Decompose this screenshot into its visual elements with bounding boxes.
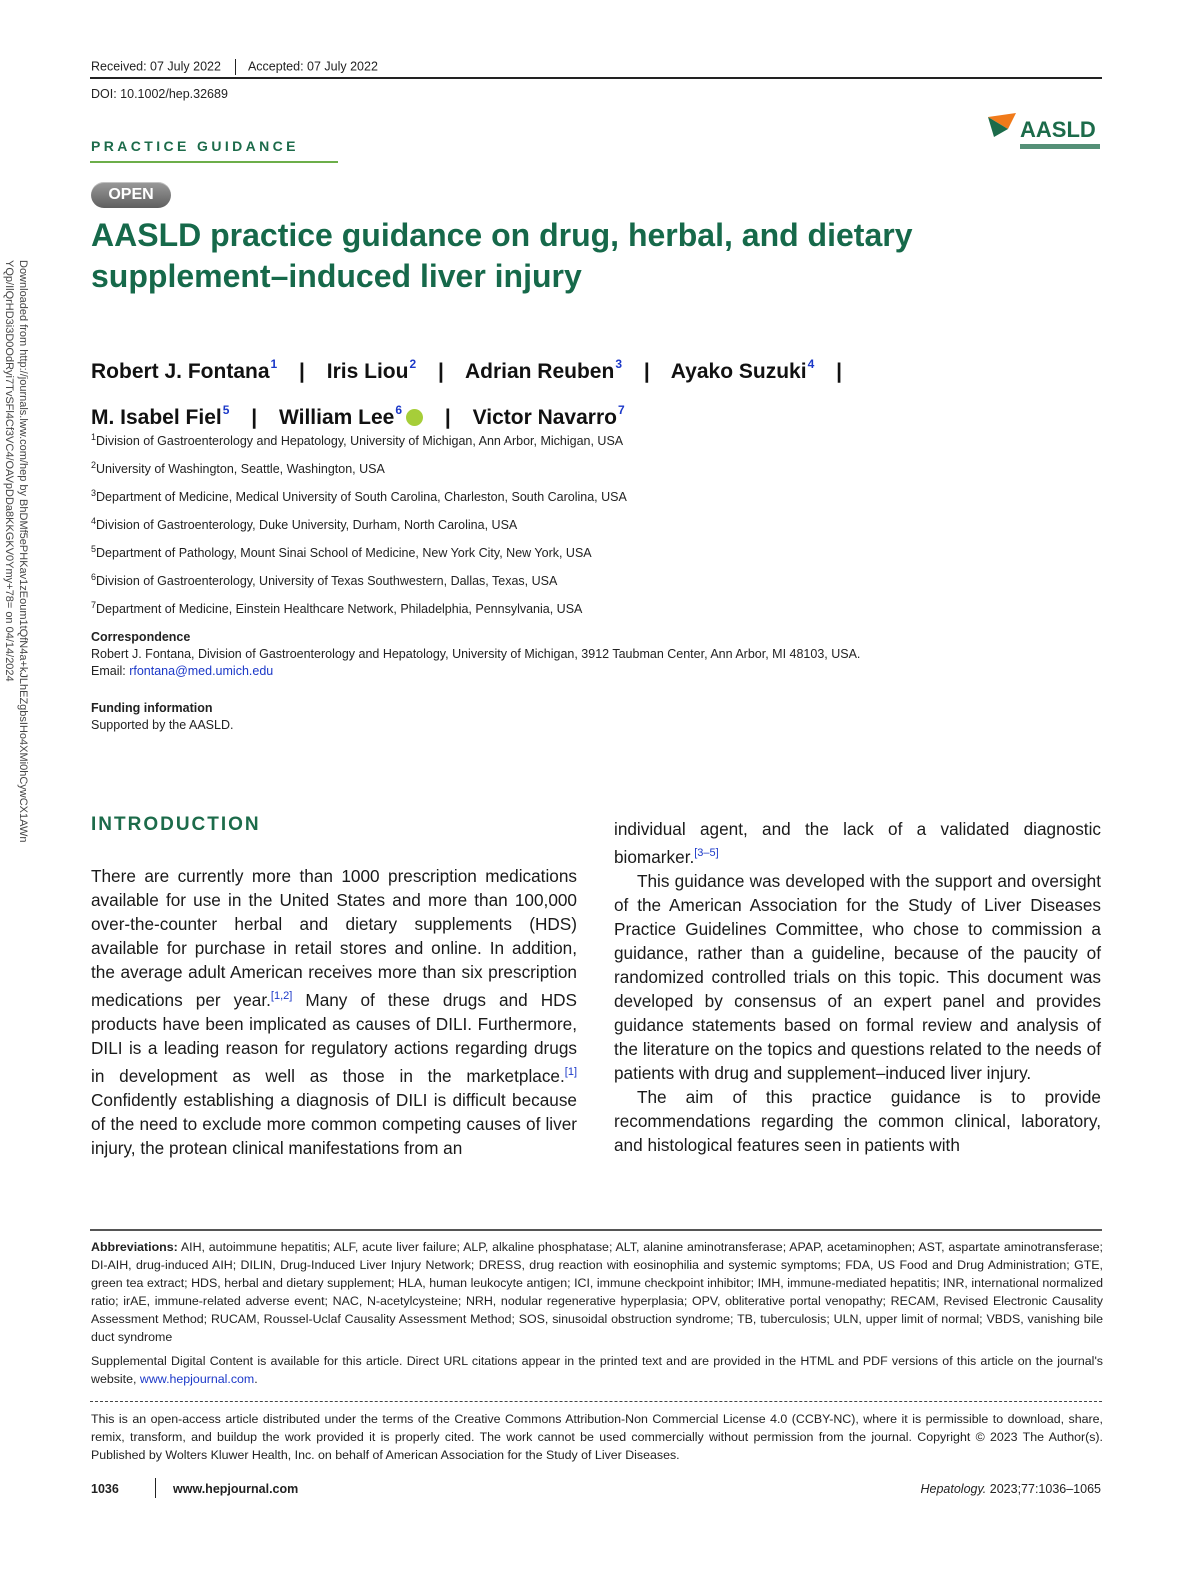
- citation-ref[interactable]: [1]: [564, 1066, 577, 1078]
- affiliation-text: Department of Pathology, Mount Sinai School of Medicine, New York City, New York, USA: [96, 546, 592, 560]
- affiliation: [91, 460, 1101, 476]
- header-rule: [90, 77, 1102, 79]
- journal-name: Hepatology.: [920, 1482, 987, 1496]
- section-label: PRACTICE GUIDANCE: [91, 138, 299, 154]
- correspondence: [91, 629, 1101, 680]
- footnote-rule: [90, 1229, 1102, 1231]
- author-affiliation-ref[interactable]: 5: [222, 403, 230, 417]
- article-title: AASLD practice guidance on drug, herbal, and dietary supplement–induced liver injury: [91, 217, 913, 294]
- doi[interactable]: DOI: 10.1002/hep.32689: [91, 87, 228, 101]
- affiliation-text: Division of Gastroenterology and Hepatology, University of Michigan, Ann Arbor, Michigan, USA: [96, 434, 624, 448]
- open-access-badge: OPEN: [91, 182, 171, 208]
- citation-details: 2023;77:1036–1065: [986, 1482, 1101, 1496]
- orcid-icon[interactable]: [406, 409, 423, 426]
- header-divider: [235, 59, 236, 75]
- funding-heading: Funding information: [91, 701, 213, 715]
- supplemental-text: Supplemental Digital Content is available for this article. Direct URL citations appear in the printed text and are provided in the HTML and PDF versions of this article on the journal's website,: [91, 1354, 1103, 1386]
- author-separator: |: [251, 406, 258, 429]
- abbreviations: [91, 1238, 1103, 1346]
- download-watermark: [3, 260, 50, 960]
- author-affiliation-ref[interactable]: 4: [807, 357, 815, 371]
- body-column-left: [91, 864, 577, 1160]
- section-underline: [90, 161, 338, 163]
- correspondence-email-line: [91, 663, 1101, 680]
- license-text: This is an open-access article distributed under the terms of the Creative Commons Attribution-Non Commercial License 4.0 (CCBY-NC), where it is permissible to download, share, remix, transform, and buildup the work provided it is properly cited. The work cannot be used commercially without permission from the journal. Copyright © 2023 The Author(s). Published by Wolters Kluwer Health, Inc. on behalf of American Association for the Study of Liver Diseases.: [91, 1412, 1103, 1462]
- affiliation: [91, 432, 1101, 448]
- download-watermark-line: Downloaded from http://journals.lww.com/hep by BhDMf5ePHKav1zEoum1tQfN4a+kJLhEZgbsIHo4XMi0hCywCX1AWn: [17, 260, 29, 843]
- affiliation-text: Department of Medicine, Medical University of South Carolina, Charleston, South Carolina, USA: [96, 490, 627, 504]
- author-affiliation-ref[interactable]: 3: [615, 357, 622, 371]
- affiliation-number: 5: [91, 544, 97, 554]
- affiliation-number: 2: [91, 460, 97, 470]
- author-name[interactable]: Iris Liou: [326, 360, 409, 383]
- affiliation-text: Division of Gastroenterology, Duke University, Durham, North Carolina, USA: [96, 518, 518, 532]
- affiliation-text: Department of Medicine, Einstein Healthcare Network, Philadelphia, Pennsylvania, USA: [96, 602, 583, 616]
- author-separator: |: [438, 360, 444, 383]
- affiliation-text: University of Washington, Seattle, Washington, USA: [96, 462, 385, 476]
- email-link[interactable]: rfontana@med.umich.edu: [129, 664, 274, 678]
- paragraph-text: Many of these drugs and HDS products have been implicated as causes of DILI. Furthermore, DILI is a leading reason for regulatory actions regarding drugs in development as well as those in the marketplace.: [91, 990, 577, 1086]
- paragraph-text: There are currently more than 1000 prescription medications available for use in the United States and more than 100,000 over-the-counter herbal and dietary supplements (HDS) available for purchase in retail stores and online. In addition, the average adult American receives more than six prescription medications per year.: [91, 866, 577, 1010]
- affiliation-number: 7: [91, 600, 97, 610]
- author-separator: |: [643, 360, 650, 383]
- author-line-2: [91, 391, 1101, 437]
- paragraph: This guidance was developed with the support and oversight of the American Association for the Study of Liver Diseases Practice Guidelines Committee, who chose to commission a guidance, rather than a guideline, because of the paucity of randomized controlled trials on this topic. This document was developed by consensus of an expert panel and provides guidance statements based on formal review and analysis of the literature on the topics and questions related to the needs of patients with drug and supplement–induced liver injury.: [614, 871, 1101, 1083]
- author-name[interactable]: M. Isabel Fiel: [91, 406, 222, 429]
- paragraph: The aim of this practice guidance is to provide recommendations regarding the common clinical, laboratory, and histological features seen in patients with: [614, 1087, 1101, 1155]
- author-list: [91, 345, 1101, 437]
- funding-information: [91, 700, 233, 734]
- affiliation-number: 1: [91, 432, 97, 442]
- affiliation-number: 3: [91, 488, 97, 498]
- footer-website-link[interactable]: www.hepjournal.com: [173, 1482, 299, 1496]
- received-date: Received: 07 July 2022: [91, 59, 221, 74]
- correspondence-address: Robert J. Fontana, Division of Gastroenterology and Hepatology, University of Michigan, 3912 Taubman Center, Ann Arbor, MI 48103, USA.: [91, 647, 861, 661]
- author-name[interactable]: Adrian Reuben: [464, 360, 615, 383]
- author-name[interactable]: Ayako Suzuki: [670, 360, 807, 383]
- author-affiliation-ref[interactable]: 7: [617, 403, 625, 417]
- author-separator: |: [444, 406, 451, 429]
- journal-citation: [921, 1482, 1102, 1496]
- author-name[interactable]: Robert J. Fontana: [91, 360, 270, 383]
- aasld-logo-mark: [986, 111, 1104, 155]
- body-column-right: [614, 817, 1101, 1157]
- footer-divider: [155, 1478, 156, 1498]
- paragraph: [614, 817, 1101, 869]
- funding-text: Supported by the AASLD.: [91, 718, 234, 732]
- logo-text: AASLD: [1020, 117, 1096, 142]
- journal-website-link[interactable]: www.hepjournal.com: [139, 1372, 255, 1386]
- paragraph: [91, 864, 577, 1160]
- abbreviations-label: Abbreviations:: [91, 1240, 178, 1254]
- paragraph-text: Confidently establishing a diagnosis of DILI is difficult because of the need to exclude more common competing causes of liver injury, the protean clinical manifestations from an: [91, 1090, 577, 1158]
- author-name[interactable]: William Lee: [278, 406, 395, 429]
- affiliation: [91, 600, 1101, 616]
- article-dates: [91, 59, 378, 75]
- author-affiliation-ref[interactable]: 1: [270, 357, 278, 371]
- download-watermark-line: YQp/IlQrHD3i3D0OdRyi7TvSFl4Cf3VC4/OAVpDDa8KKGKV0Ymy+78= on 04/14/2024: [3, 260, 15, 682]
- author-affiliation-ref[interactable]: 2: [409, 357, 417, 371]
- affiliation-text: Division of Gastroenterology, University of Texas Southwestern, Dallas, Texas, USA: [96, 574, 558, 588]
- affiliation-number: 4: [91, 516, 97, 526]
- paragraph-text: individual agent, and the lack of a validated diagnostic biomarker.: [614, 819, 1101, 867]
- accepted-date: Accepted: 07 July 2022: [247, 59, 378, 74]
- supplemental-note: [91, 1352, 1103, 1388]
- affiliation: [91, 544, 1101, 560]
- introduction-heading: INTRODUCTION: [91, 814, 261, 835]
- aasld-logo: [986, 111, 1104, 155]
- email-label: Email:: [91, 664, 130, 678]
- supplemental-end: .: [254, 1372, 258, 1386]
- author-affiliation-ref[interactable]: 6: [395, 403, 403, 417]
- author-separator: |: [299, 360, 305, 383]
- affiliation-number: 6: [91, 572, 97, 582]
- affiliation: [91, 516, 1101, 532]
- author-separator: |: [836, 360, 842, 383]
- license-divider: [90, 1401, 1102, 1402]
- citation-ref[interactable]: [1,2]: [270, 990, 293, 1002]
- author-name[interactable]: Victor Navarro: [472, 406, 617, 429]
- author-line-1: [91, 345, 1101, 391]
- abbreviations-text: AIH, autoimmune hepatitis; ALF, acute liver failure; ALP, alkaline phosphatase; ALT, alanine aminotransferase; APAP, acetaminophen; AST, aspartate aminotransferase; DI-AIH, drug-induced AIH; DILIN, Drug-Induced Liver Injury Network; DRESS, drug reaction with eosinophilia and systemic symptoms; FDA, US Food and Drug Administration; GTE, green tea extract; HDS, herbal and dietary supplement; HLA, human leukocyte antigen; ICI, immune checkpoint inhibitor; IMH, immune-mediated hepatitis; INR, international normalized ratio; irAE, immune-related adverse event; NAC, N-acetylcysteine; NRH, nodular regenerative hyperplasia; OPV, obliterative portal venopathy; RECAM, Revised Electronic Causality Assessment Method; RUCAM, Roussel-Uclaf Causality Assessment Method; SOS, sinusoidal obstruction syndrome; TB, tuberculosis; ULN, upper limit of normal; VBDS, vanishing bile duct syndrome: [91, 1240, 1103, 1344]
- download-watermark-text: [2, 260, 30, 843]
- correspondence-heading: Correspondence: [91, 630, 191, 644]
- citation-ref[interactable]: [3–5]: [694, 847, 719, 859]
- page-number: 1036: [91, 1482, 119, 1496]
- affiliation: [91, 488, 1101, 504]
- affiliation: [91, 572, 1101, 588]
